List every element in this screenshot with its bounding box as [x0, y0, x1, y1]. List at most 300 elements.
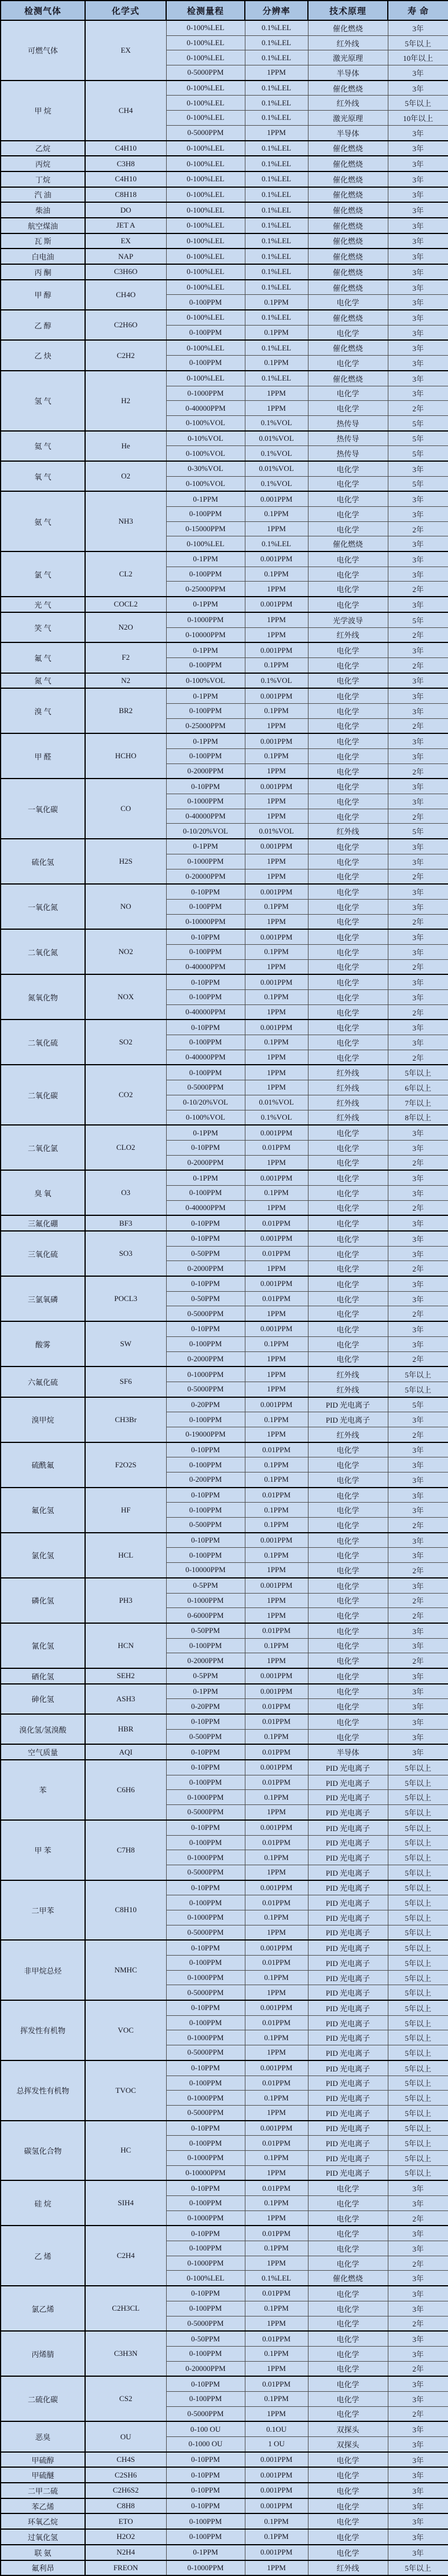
resolution-cell: 0.01PPM: [245, 1215, 308, 1231]
range-cell: 0-1PPM: [166, 839, 245, 854]
lifespan-cell: 5年: [388, 476, 448, 491]
resolution-cell: 0.1PPM: [245, 749, 308, 764]
principle-cell: 电化学: [308, 2256, 388, 2271]
lifespan-cell: 5年以上: [388, 2015, 448, 2030]
principle-cell: 电化学: [308, 733, 388, 748]
principle-cell: 电化学: [308, 1638, 388, 1653]
range-cell: 0-100PPM: [166, 2015, 245, 2030]
principle-cell: PID 光电离子: [308, 2060, 388, 2076]
gas-name-cell: 二氧化硫: [1, 1020, 85, 1065]
range-cell: 0-100%LEL: [166, 96, 245, 111]
principle-cell: 红外线: [308, 1065, 388, 1080]
resolution-cell: 0.1PPM: [245, 356, 308, 371]
resolution-cell: 0.1%VOL: [245, 446, 308, 461]
resolution-cell: 0.001PPM: [245, 1125, 308, 1140]
range-cell: 0-100PPM: [166, 990, 245, 1005]
resolution-cell: 1PPM: [245, 1004, 308, 1020]
range-cell: 0-10000PPM: [166, 627, 245, 642]
gas-name-cell: 航空煤油: [1, 218, 85, 233]
resolution-cell: 0.001PPM: [245, 974, 308, 989]
lifespan-cell: 5年以上: [388, 2150, 448, 2165]
range-cell: 0-10PPM: [166, 2180, 245, 2195]
range-cell: 0-20PPM: [166, 1397, 245, 1412]
range-cell: 0-25000PPM: [166, 718, 245, 733]
resolution-cell: 0.001PPM: [245, 1760, 308, 1775]
range-cell: 0-10PPM: [166, 1276, 245, 1291]
principle-cell: 电化学: [308, 959, 388, 974]
lifespan-cell: 2年: [388, 1608, 448, 1623]
principle-cell: 电化学: [308, 521, 388, 536]
gas-name-cell: 白电油: [1, 249, 85, 264]
formula-cell: O2: [85, 461, 166, 491]
principle-cell: 电化学: [308, 1578, 388, 1593]
resolution-cell: 0.01PPM: [245, 2226, 308, 2241]
range-cell: 0-100%LEL: [166, 20, 245, 35]
range-cell: 0-1000PPM: [166, 2030, 245, 2045]
resolution-cell: 0.01PPM: [245, 1895, 308, 1910]
gas-name-cell: 砷化氢: [1, 1684, 85, 1714]
lifespan-cell: 2年: [388, 1004, 448, 1020]
table-row: [1, 202, 448, 218]
principle-cell: 电化学: [308, 1020, 388, 1035]
gas-name-cell: 二甲苯: [1, 1880, 85, 1941]
lifespan-cell: 3年: [388, 2226, 448, 2241]
lifespan-cell: 5年以上: [388, 1925, 448, 1940]
range-cell: 0-100%LEL: [166, 249, 245, 264]
lifespan-cell: 5年以上: [388, 2060, 448, 2076]
principle-cell: 电化学: [308, 1488, 388, 1503]
resolution-cell: 0.01PPM: [245, 1291, 308, 1306]
resolution-cell: 0.1PPM: [245, 1910, 308, 1925]
lifespan-cell: 5年以上: [388, 1382, 448, 1397]
formula-cell: C3H6O: [85, 264, 166, 280]
resolution-cell: 0.1PPM: [245, 325, 308, 340]
resolution-cell: 0.1PPM: [245, 2241, 308, 2256]
lifespan-cell: 7年以上: [388, 1095, 448, 1110]
principle-cell: 电化学: [308, 386, 388, 401]
gas-name-cell: 氢 气: [1, 371, 85, 431]
table-row: [1, 2060, 448, 2076]
lifespan-cell: 3年: [388, 507, 448, 522]
principle-cell: 电化学: [308, 2467, 388, 2483]
range-cell: 0-10PPM: [166, 1820, 245, 1835]
formula-cell: C4H10: [85, 171, 166, 187]
range-cell: 0-19000PPM: [166, 1427, 245, 1442]
lifespan-cell: 5年以上: [388, 2105, 448, 2120]
formula-cell: HCN: [85, 1623, 166, 1668]
principle-cell: 电化学: [308, 839, 388, 854]
resolution-cell: 0.1PPM: [245, 2513, 308, 2529]
formula-cell: CH4O: [85, 280, 166, 310]
range-cell: 0-50PPM: [166, 1291, 245, 1306]
resolution-cell: 0.1PPM: [245, 1035, 308, 1050]
range-cell: 0-40000PPM: [166, 809, 245, 824]
formula-cell: SO3: [85, 1231, 166, 1276]
principle-cell: 电化学: [308, 944, 388, 959]
range-cell: 0-100PPM: [166, 356, 245, 371]
table-row: [1, 673, 448, 689]
principle-cell: 电化学: [308, 869, 388, 884]
gas-name-cell: 乙 炔: [1, 340, 85, 370]
resolution-cell: 0.001PPM: [245, 1578, 308, 1593]
range-cell: 0-40000PPM: [166, 1050, 245, 1065]
principle-cell: 电化学: [308, 673, 388, 689]
lifespan-cell: 3年: [388, 2376, 448, 2391]
lifespan-cell: 10年以上: [388, 111, 448, 126]
gas-name-cell: 氰化氢: [1, 1623, 85, 1668]
lifespan-cell: 3年: [388, 2421, 448, 2436]
resolution-cell: 0.001PPM: [245, 2121, 308, 2136]
principle-cell: 电化学: [308, 1684, 388, 1699]
table-row: [1, 2498, 448, 2514]
range-cell: 0-100%LEL: [166, 50, 245, 65]
gas-name-cell: 臭 氧: [1, 1170, 85, 1215]
resolution-cell: 0.1PPM: [245, 2150, 308, 2165]
lifespan-cell: 3年: [388, 280, 448, 295]
range-cell: 0-100PPM: [166, 1638, 245, 1653]
range-cell: 0-10/20%VOL: [166, 1095, 245, 1110]
resolution-cell: 1PPM: [245, 1985, 308, 2000]
range-cell: 0-100PPM: [166, 1956, 245, 1971]
principle-cell: PID 光电离子: [308, 2000, 388, 2015]
principle-cell: 电化学: [308, 2301, 388, 2316]
lifespan-cell: 5年以上: [388, 2165, 448, 2180]
range-cell: 0-10PPM: [166, 1442, 245, 1457]
header-resolution: 分辨率: [245, 1, 308, 20]
range-cell: 0-1000PPM: [166, 1790, 245, 1805]
resolution-cell: 1PPM: [245, 809, 308, 824]
table-row: [1, 2483, 448, 2498]
lifespan-cell: 5年以上: [388, 2000, 448, 2015]
range-cell: 0-100PPM: [166, 703, 245, 718]
resolution-cell: 1PPM: [245, 1593, 308, 1608]
principle-cell: 电化学: [308, 2513, 388, 2529]
formula-cell: NH3: [85, 491, 166, 551]
range-cell: 0-100PPM: [166, 1035, 245, 1050]
range-cell: 0-50PPM: [166, 1623, 245, 1638]
principle-cell: 催化燃烧: [308, 141, 388, 156]
table-row: [1, 2513, 448, 2529]
principle-cell: 热传导: [308, 431, 388, 446]
resolution-cell: 0.1PPM: [245, 1518, 308, 1533]
resolution-cell: 0.001PPM: [245, 2452, 308, 2468]
lifespan-cell: 5年以上: [388, 1956, 448, 1971]
lifespan-cell: 3年: [388, 990, 448, 1005]
formula-cell: HBR: [85, 1714, 166, 1744]
table-row: [1, 2121, 448, 2136]
gas-name-cell: 笑 气: [1, 612, 85, 642]
resolution-cell: 0.1PPM: [245, 2196, 308, 2211]
resolution-cell: 0.01PPM: [245, 1488, 308, 1503]
gas-name-cell: 三氟化硼: [1, 1215, 85, 1231]
resolution-cell: 0.001PPM: [245, 1880, 308, 1895]
formula-cell: C2H6O: [85, 310, 166, 340]
range-cell: 0-500PPM: [166, 1729, 245, 1744]
resolution-cell: 1PPM: [245, 612, 308, 627]
lifespan-cell: 5年以上: [388, 1880, 448, 1895]
principle-cell: 电化学: [308, 2316, 388, 2331]
table-row: [1, 1744, 448, 1760]
lifespan-cell: 2年: [388, 2210, 448, 2226]
resolution-cell: 0.001PPM: [245, 491, 308, 506]
gas-name-cell: 氯化氢: [1, 1533, 85, 1578]
range-cell: 0-10PPM: [166, 2376, 245, 2391]
table-row: [1, 461, 448, 476]
gas-name-cell: 过氧化氢: [1, 2529, 85, 2545]
lifespan-cell: 3年: [388, 218, 448, 233]
range-cell: 0-100%LEL: [166, 280, 245, 295]
range-cell: 0-10PPM: [166, 884, 245, 899]
lifespan-cell: 3年: [388, 141, 448, 156]
gas-name-cell: 一氧化碳: [1, 779, 85, 839]
gas-name-cell: 氨 气: [1, 491, 85, 551]
lifespan-cell: 3年: [388, 551, 448, 567]
table-row: [1, 551, 448, 567]
resolution-cell: 1PPM: [245, 869, 308, 884]
range-cell: 0-100PPM: [166, 899, 245, 914]
resolution-cell: 0.1PPM: [245, 1548, 308, 1563]
formula-cell: HCHO: [85, 733, 166, 779]
principle-cell: PID 光电离子: [308, 1820, 388, 1835]
lifespan-cell: 6年以上: [388, 1080, 448, 1095]
range-cell: 0-5000PPM: [166, 2045, 245, 2060]
table-row: [1, 310, 448, 325]
formula-cell: POCL3: [85, 1276, 166, 1321]
range-cell: 0-40000PPM: [166, 1200, 245, 1215]
gas-name-cell: 一氧化氮: [1, 884, 85, 929]
resolution-cell: 1PPM: [245, 1351, 308, 1366]
range-cell: 0-1PPM: [166, 1125, 245, 1140]
gas-name-cell: 总挥发性有机物: [1, 2060, 85, 2121]
table-row: [1, 2421, 448, 2436]
resolution-cell: 1PPM: [245, 1366, 308, 1382]
lifespan-cell: 5年以上: [388, 2121, 448, 2136]
resolution-cell: 0.1%LEL: [245, 81, 308, 96]
resolution-cell: 0.1%LEL: [245, 187, 308, 203]
table-row: [1, 1321, 448, 1336]
range-cell: 0-40000PPM: [166, 959, 245, 974]
resolution-cell: 1PPM: [245, 582, 308, 597]
principle-cell: 催化燃烧: [308, 20, 388, 35]
range-cell: 0-10PPM: [166, 1140, 245, 1155]
gas-name-cell: 环氧乙烷: [1, 2513, 85, 2529]
range-cell: 0-1000PPM: [166, 854, 245, 869]
principle-cell: 电化学: [308, 2331, 388, 2346]
resolution-cell: 0.1%VOL: [245, 476, 308, 491]
formula-cell: TVOC: [85, 2060, 166, 2121]
principle-cell: PID 光电离子: [308, 1760, 388, 1775]
range-cell: 0-10PPM: [166, 2483, 245, 2498]
range-cell: 0-10PPM: [166, 2060, 245, 2076]
lifespan-cell: 3年: [388, 1125, 448, 1140]
principle-cell: 电化学: [308, 809, 388, 824]
range-cell: 0-5000PPM: [166, 1985, 245, 2000]
gas-name-cell: 丙烯腈: [1, 2331, 85, 2376]
resolution-cell: 0.01PPM: [245, 1442, 308, 1457]
table-row: [1, 187, 448, 203]
range-cell: 0-10PPM: [166, 2452, 245, 2468]
header-formula: 化学式: [85, 1, 166, 20]
lifespan-cell: 2年: [388, 1593, 448, 1608]
resolution-cell: 0.1%LEL: [245, 202, 308, 218]
range-cell: 0-10PPM: [166, 2000, 245, 2015]
formula-cell: COCL2: [85, 597, 166, 612]
lifespan-cell: 3年: [388, 325, 448, 340]
gas-name-cell: 溴化氢/氢溴酸: [1, 1714, 85, 1744]
table-header: [1, 1, 448, 20]
range-cell: 0-100%VOL: [166, 673, 245, 689]
gas-name-cell: 溴 气: [1, 688, 85, 733]
lifespan-cell: 3年: [388, 386, 448, 401]
range-cell: 0-100%LEL: [166, 202, 245, 218]
table-row: [1, 249, 448, 264]
range-cell: 0-100PPM: [166, 2346, 245, 2361]
table-row: [1, 81, 448, 96]
lifespan-cell: 8年以上: [388, 1110, 448, 1125]
formula-cell: C2H6S2: [85, 2483, 166, 2498]
lifespan-cell: 3年: [388, 1336, 448, 1351]
principle-cell: 电化学: [308, 1503, 388, 1518]
formula-cell: SIH4: [85, 2180, 166, 2226]
lifespan-cell: 3年: [388, 2301, 448, 2316]
range-cell: 0-100%LEL: [166, 310, 245, 325]
range-cell: 0-25000PPM: [166, 582, 245, 597]
lifespan-cell: 5年以上: [388, 2076, 448, 2091]
table-row: [1, 1442, 448, 1457]
resolution-cell: 0.1%LEL: [245, 280, 308, 295]
gas-name-cell: 可燃气体: [1, 20, 85, 81]
lifespan-cell: 3年: [388, 1548, 448, 1563]
resolution-cell: 0.01PPM: [245, 1835, 308, 1850]
lifespan-cell: 5年以上: [388, 1940, 448, 1955]
range-cell: 0-10PPM: [166, 1020, 245, 1035]
table-row: [1, 884, 448, 899]
lifespan-cell: 3年: [388, 854, 448, 869]
range-cell: 0-100%LEL: [166, 264, 245, 280]
gas-name-cell: 甲硫醇: [1, 2452, 85, 2468]
gas-name-cell: 氧 气: [1, 461, 85, 491]
range-cell: 0-100PPM: [166, 2136, 245, 2151]
resolution-cell: 1PPM: [245, 1306, 308, 1321]
principle-cell: 催化燃烧: [308, 310, 388, 325]
lifespan-cell: 3年: [388, 567, 448, 582]
gas-name-cell: 硒化氢: [1, 1668, 85, 1684]
gas-name-cell: 苯: [1, 1760, 85, 1820]
resolution-cell: 0.01%VOL: [245, 1095, 308, 1110]
table-row: [1, 2467, 448, 2483]
table-row: [1, 839, 448, 854]
formula-cell: AQI: [85, 1744, 166, 1760]
resolution-cell: 1PPM: [245, 1261, 308, 1276]
gas-name-cell: 甲 醛: [1, 733, 85, 779]
principle-cell: 催化燃烧: [308, 264, 388, 280]
principle-cell: 红外线: [308, 1366, 388, 1382]
range-cell: 0-100%VOL: [166, 476, 245, 491]
range-cell: 0-10PPM: [166, 1714, 245, 1729]
range-cell: 0-100%LEL: [166, 187, 245, 203]
resolution-cell: 0.01PPM: [245, 2076, 308, 2091]
resolution-cell: 0.01%VOL: [245, 461, 308, 476]
gas-name-cell: 二硫化碳: [1, 2376, 85, 2421]
principle-cell: 红外线: [308, 1080, 388, 1095]
range-cell: 0-100PPM: [166, 944, 245, 959]
gas-name-cell: 非甲烷总烃: [1, 1940, 85, 2000]
lifespan-cell: 3年: [388, 1321, 448, 1336]
table-row: [1, 1125, 448, 1140]
principle-cell: 电化学: [308, 461, 388, 476]
lifespan-cell: 3年: [388, 1231, 448, 1246]
lifespan-cell: 2年: [388, 959, 448, 974]
range-cell: 0-100%LEL: [166, 81, 245, 96]
lifespan-cell: 3年: [388, 1020, 448, 1035]
gas-name-cell: 硫化氢: [1, 839, 85, 884]
lifespan-cell: 5年以上: [388, 1790, 448, 1805]
formula-cell: BF3: [85, 1215, 166, 1231]
range-cell: 0-100%LEL: [166, 233, 245, 249]
lifespan-cell: 3年: [388, 1035, 448, 1050]
range-cell: 0-100%LEL: [166, 371, 245, 386]
table-row: [1, 340, 448, 355]
table-row: [1, 141, 448, 156]
table-row: [1, 1533, 448, 1548]
lifespan-cell: 5年: [388, 415, 448, 430]
lifespan-cell: 3年: [388, 1246, 448, 1261]
lifespan-cell: 3年: [388, 974, 448, 989]
range-cell: 0-5000PPM: [166, 65, 245, 81]
principle-cell: PID 光电离子: [308, 2030, 388, 2045]
principle-cell: 电化学: [308, 401, 388, 416]
principle-cell: PID 光电离子: [308, 1775, 388, 1790]
lifespan-cell: 5年以上: [388, 1970, 448, 1985]
table-row: [1, 974, 448, 989]
lifespan-cell: 3年: [388, 1140, 448, 1155]
lifespan-cell: 3年: [388, 171, 448, 187]
formula-cell: C8H10: [85, 1880, 166, 1941]
table-row: [1, 2000, 448, 2015]
resolution-cell: 0.1%LEL: [245, 233, 308, 249]
principle-cell: 电化学: [308, 325, 388, 340]
lifespan-cell: 3年: [388, 1170, 448, 1185]
formula-cell: N2O: [85, 612, 166, 642]
principle-cell: PID 光电离子: [308, 1790, 388, 1805]
formula-cell: NO2: [85, 929, 166, 974]
resolution-cell: 0.001PPM: [245, 2545, 308, 2560]
lifespan-cell: 3年: [388, 2391, 448, 2406]
lifespan-cell: 5年以上: [388, 1805, 448, 1820]
principle-cell: 光学波导: [308, 612, 388, 627]
principle-cell: PID 光电离子: [308, 1985, 388, 2000]
principle-cell: 电化学: [308, 1729, 388, 1744]
lifespan-cell: 5年: [388, 431, 448, 446]
resolution-cell: 0.1PPM: [245, 567, 308, 582]
principle-cell: 催化燃烧: [308, 340, 388, 355]
range-cell: 0-5000PPM: [166, 1805, 245, 1820]
lifespan-cell: 3年: [388, 673, 448, 689]
formula-cell: F2O2S: [85, 1442, 166, 1488]
gas-name-cell: 丙 酮: [1, 264, 85, 280]
resolution-cell: 1PPM: [245, 2361, 308, 2376]
principle-cell: 电化学: [308, 1276, 388, 1291]
principle-cell: PID 光电离子: [308, 2136, 388, 2151]
resolution-cell: 0.001PPM: [245, 2498, 308, 2514]
lifespan-cell: 3年: [388, 1457, 448, 1472]
resolution-cell: 0.1PPM: [245, 1412, 308, 1427]
gas-name-cell: 六氟化硫: [1, 1366, 85, 1397]
formula-cell: OU: [85, 2421, 166, 2451]
principle-cell: 电化学: [308, 1261, 388, 1276]
formula-cell: H2: [85, 371, 166, 431]
range-cell: 0-100%LEL: [166, 141, 245, 156]
